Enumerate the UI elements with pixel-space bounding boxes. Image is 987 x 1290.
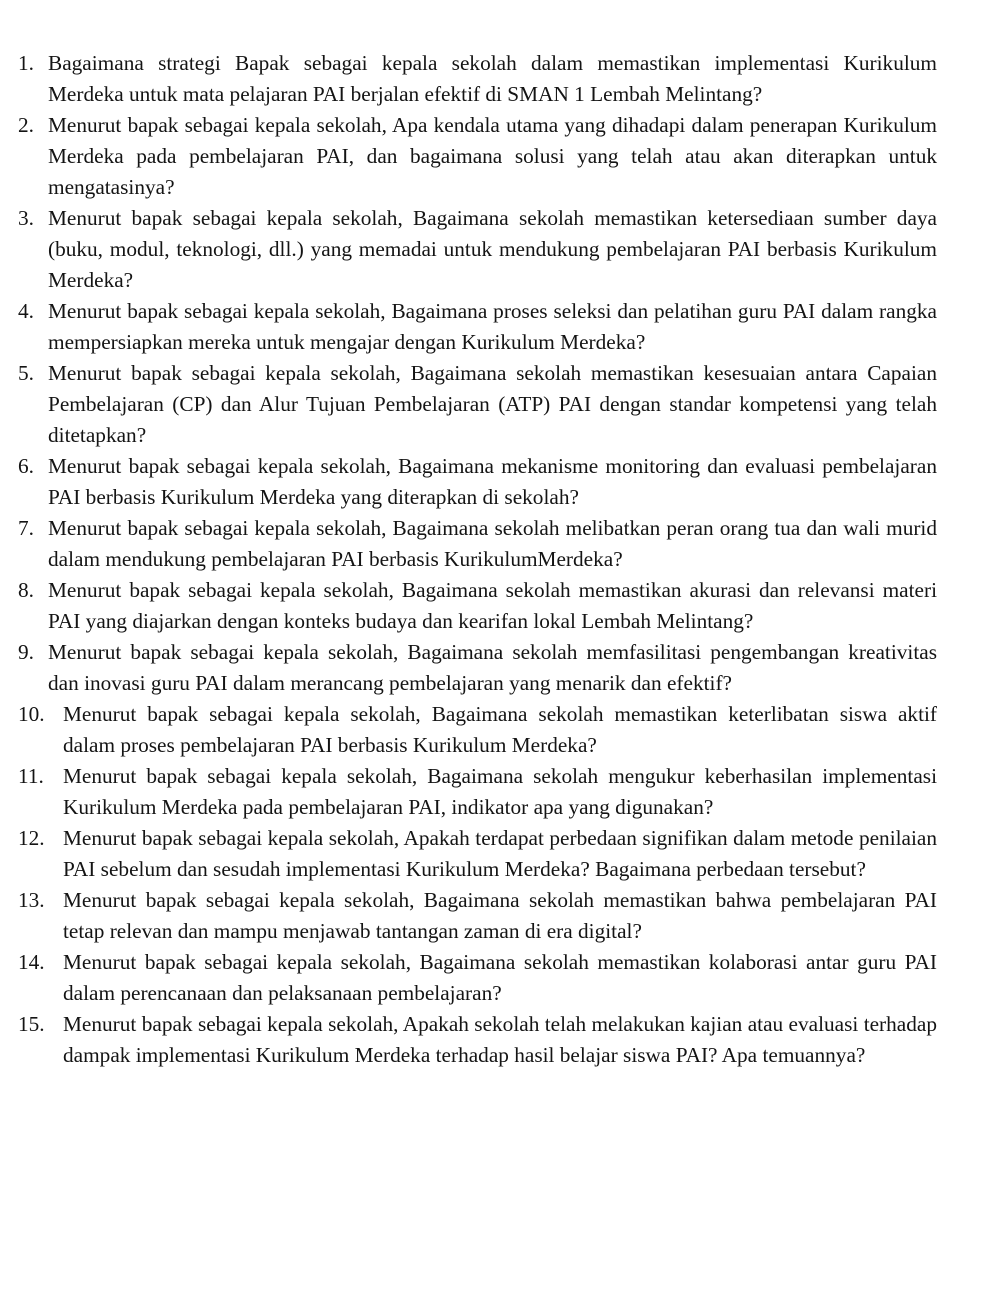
question-item	[0, 513, 937, 575]
question-item	[0, 48, 937, 110]
question-item	[0, 203, 937, 296]
question-item	[0, 947, 937, 1009]
question-item	[0, 110, 937, 203]
question-number: 12.	[18, 826, 45, 850]
question-text: Menurut bapak sebagai kepala sekolah, Apakah sekolah telah melakukan kajian atau evaluasi terhadap dampak implementasi Kurikulum Merdeka terhadap hasil belajar siswa PAI? Apa temuannya?	[63, 1012, 937, 1067]
question-list	[0, 48, 987, 1071]
question-text: Menurut bapak sebagai kepala sekolah, Bagaimana sekolah melibatkan peran orang tua dan wali murid dalam mendukung pembelajaran PAI berbasis KurikulumMerdeka?	[48, 516, 937, 571]
question-number: 11.	[18, 764, 44, 788]
question-item	[0, 358, 937, 451]
question-number: 8.	[18, 578, 34, 602]
question-number: 7.	[18, 516, 34, 540]
question-text: Menurut bapak sebagai kepala sekolah, Bagaimana sekolah memastikan keterlibatan siswa aktif dalam proses pembelajaran PAI berbasis Kurikulum Merdeka?	[63, 702, 937, 757]
question-text: Menurut bapak sebagai kepala sekolah, Bagaimana sekolah memastikan bahwa pembelajaran PAI tetap relevan dan mampu menjawab tantangan zaman di era digital?	[63, 888, 937, 943]
question-text: Menurut bapak sebagai kepala sekolah, Bagaimana sekolah memastikan kesesuaian antara Capaian Pembelajaran (CP) dan Alur Tujuan Pembelajaran (ATP) PAI dengan standar kompetensi yang telah ditetapkan?	[48, 361, 937, 447]
question-text: Menurut bapak sebagai kepala sekolah, Bagaimana proses seleksi dan pelatihan guru PAI dalam rangka mempersiapkan mereka untuk mengajar dengan Kurikulum Merdeka?	[48, 299, 937, 354]
question-text: Bagaimana strategi Bapak sebagai kepala sekolah dalam memastikan implementasi Kurikulum Merdeka untuk mata pelajaran PAI berjalan efektif di SMAN 1 Lembah Melintang?	[48, 51, 937, 106]
question-number: 2.	[18, 113, 34, 137]
question-text: Menurut bapak sebagai kepala sekolah, Bagaimana sekolah memastikan ketersediaan sumber daya (buku, modul, teknologi, dll.) yang memadai untuk mendukung pembelajaran PAI berbasis Kurikulum Merdeka?	[48, 206, 937, 292]
question-item	[0, 699, 937, 761]
question-number: 10.	[18, 702, 45, 726]
question-item	[0, 885, 937, 947]
question-number: 9.	[18, 640, 34, 664]
question-item	[0, 575, 937, 637]
question-item	[0, 1009, 937, 1071]
question-item	[0, 296, 937, 358]
question-number: 4.	[18, 299, 34, 323]
question-text: Menurut bapak sebagai kepala sekolah, Bagaimana mekanisme monitoring dan evaluasi pembelajaran PAI berbasis Kurikulum Merdeka yang diterapkan di sekolah?	[48, 454, 937, 509]
question-text: Menurut bapak sebagai kepala sekolah, Bagaimana sekolah memastikan kolaborasi antar guru PAI dalam perencanaan dan pelaksanaan pembelajaran?	[63, 950, 937, 1005]
document-page	[0, 48, 987, 1071]
question-text: Menurut bapak sebagai kepala sekolah, Bagaimana sekolah memastikan akurasi dan relevansi materi PAI yang diajarkan dengan konteks budaya dan kearifan lokal Lembah Melintang?	[48, 578, 937, 633]
question-item	[0, 761, 937, 823]
question-text: Menurut bapak sebagai kepala sekolah, Apa kendala utama yang dihadapi dalam penerapan Kurikulum Merdeka pada pembelajaran PAI, dan bagaimana solusi yang telah atau akan diterapkan untuk mengatasinya?	[48, 113, 937, 199]
question-item	[0, 637, 937, 699]
question-number: 13.	[18, 888, 45, 912]
question-number: 15.	[18, 1012, 45, 1036]
question-number: 3.	[18, 206, 34, 230]
question-text: Menurut bapak sebagai kepala sekolah, Bagaimana sekolah mengukur keberhasilan implementasi Kurikulum Merdeka pada pembelajaran PAI, indikator apa yang digunakan?	[63, 764, 937, 819]
question-item	[0, 451, 937, 513]
question-number: 5.	[18, 361, 34, 385]
question-text: Menurut bapak sebagai kepala sekolah, Bagaimana sekolah memfasilitasi pengembangan kreativitas dan inovasi guru PAI dalam merancang pembelajaran yang menarik dan efektif?	[48, 640, 937, 695]
question-text: Menurut bapak sebagai kepala sekolah, Apakah terdapat perbedaan signifikan dalam metode penilaian PAI sebelum dan sesudah implementasi Kurikulum Merdeka? Bagaimana perbedaan tersebut?	[63, 826, 937, 881]
question-number: 1.	[18, 51, 34, 75]
question-number: 14.	[18, 950, 45, 974]
question-number: 6.	[18, 454, 34, 478]
question-item	[0, 823, 937, 885]
